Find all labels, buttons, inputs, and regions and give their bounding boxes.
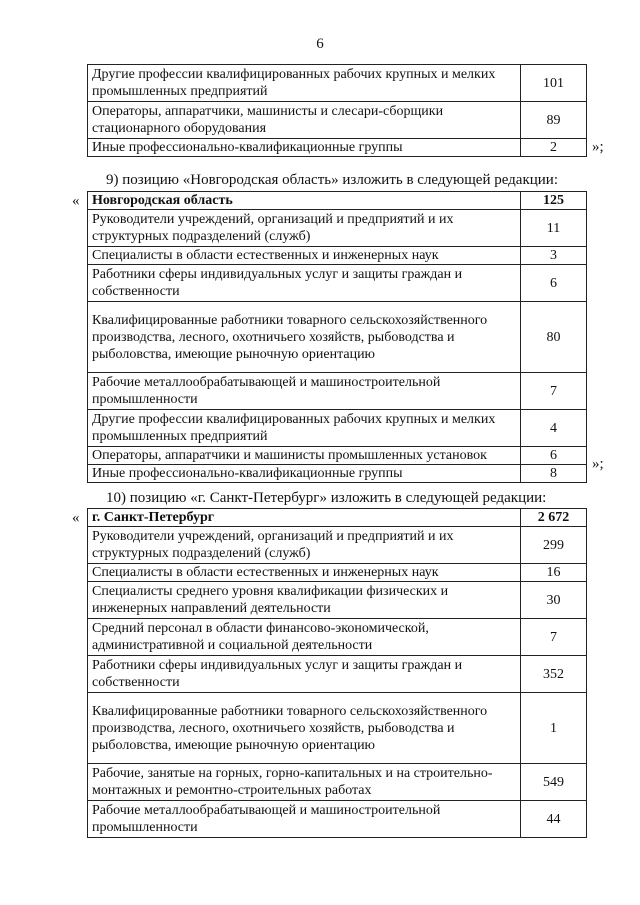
table-row (88, 619, 587, 656)
row-label: Квалифицированные работники товарного сельскохозяйственного производства, лесного, охотничьего хозяйств, рыбоводства и рыболовства, имеющие рыночную ориентацию (88, 302, 521, 373)
row-label: Другие профессии квалифицированных рабочих крупных и мелких промышленных предприятий (88, 65, 521, 102)
table-header-row (88, 192, 587, 210)
table-row (88, 801, 587, 838)
table-spb (87, 508, 587, 838)
table-row (88, 564, 587, 582)
region-total: 2 672 (521, 509, 587, 527)
paragraph-9: 9) позицию «Новгородская область» изложить в следующей редакции: (106, 172, 559, 188)
table-row (88, 527, 587, 564)
row-label: Специалисты в области естественных и инженерных наук (88, 247, 521, 265)
table-row (88, 210, 587, 247)
row-label: Средний персонал в области финансово-экономической, административной и социальной деятельности (88, 619, 521, 656)
row-label: Другие профессии квалифицированных рабочих крупных и мелких промышленных предприятий (88, 410, 521, 447)
row-label: Рабочие металлообрабатывающей и машиностроительной промышленности (88, 801, 521, 838)
table-row (88, 410, 587, 447)
closing-quote: »; (592, 139, 604, 155)
row-label: Рабочие металлообрабатывающей и машиностроительной промышленности (88, 373, 521, 410)
table-novgorod (87, 191, 587, 483)
table-row (88, 247, 587, 265)
table-row (88, 582, 587, 619)
row-value: 6 (521, 447, 587, 465)
row-value: 30 (521, 582, 587, 619)
row-value: 11 (521, 210, 587, 247)
row-value: 2 (521, 139, 587, 157)
row-value: 352 (521, 656, 587, 693)
row-label: Специалисты среднего уровня квалификации физических и инженерных направлений деятельности (88, 582, 521, 619)
row-value: 4 (521, 410, 587, 447)
row-label: Работники сферы индивидуальных услуг и защиты граждан и собственности (88, 265, 521, 302)
closing-quote: »; (592, 456, 604, 472)
row-label: Руководители учреждений, организаций и предприятий и их структурных подразделений (служб) (88, 210, 521, 247)
table-continuation (87, 64, 587, 157)
row-value: 101 (521, 65, 587, 102)
opening-quote: « (72, 193, 80, 209)
paragraph-10: 10) позицию «г. Санкт-Петербург» изложить в следующей редакции: (106, 490, 547, 506)
row-value: 549 (521, 764, 587, 801)
row-label: Операторы, аппаратчики, машинисты и слесари-сборщики стационарного оборудования (88, 102, 521, 139)
opening-quote: « (72, 510, 80, 526)
row-value: 6 (521, 265, 587, 302)
row-label: Иные профессионально-квалификационные группы (88, 465, 521, 483)
row-label: Работники сферы индивидуальных услуг и защиты граждан и собственности (88, 656, 521, 693)
row-value: 3 (521, 247, 587, 265)
region-total: 125 (521, 192, 587, 210)
row-value: 16 (521, 564, 587, 582)
row-value: 89 (521, 102, 587, 139)
table-row (88, 373, 587, 410)
table-row (88, 65, 587, 102)
row-value: 8 (521, 465, 587, 483)
table-header-row (88, 509, 587, 527)
table-row (88, 693, 587, 764)
region-name: Новгородская область (88, 192, 521, 210)
table-row (88, 139, 587, 157)
row-label: Специалисты в области естественных и инженерных наук (88, 564, 521, 582)
row-label: Квалифицированные работники товарного сельскохозяйственного производства, лесного, охотничьего хозяйств, рыбоводства и рыболовства, имеющие рыночную ориентацию (88, 693, 521, 764)
row-value: 299 (521, 527, 587, 564)
row-label: Иные профессионально-квалификационные группы (88, 139, 521, 157)
row-value: 7 (521, 619, 587, 656)
row-label: Руководители учреждений, организаций и предприятий и их структурных подразделений (служб) (88, 527, 521, 564)
table-row (88, 656, 587, 693)
table-row (88, 102, 587, 139)
row-value: 7 (521, 373, 587, 410)
row-value: 1 (521, 693, 587, 764)
page-number: 6 (316, 36, 324, 52)
table-row (88, 764, 587, 801)
row-label: Операторы, аппаратчики и машинисты промышленных установок (88, 447, 521, 465)
row-value: 44 (521, 801, 587, 838)
region-name: г. Санкт-Петербург (88, 509, 521, 527)
table-row (88, 265, 587, 302)
table-row (88, 447, 587, 465)
row-label: Рабочие, занятые на горных, горно-капитальных и на строительно-монтажных и ремонтно-строительных работах (88, 764, 521, 801)
table-row (88, 465, 587, 483)
table-row (88, 302, 587, 373)
row-value: 80 (521, 302, 587, 373)
